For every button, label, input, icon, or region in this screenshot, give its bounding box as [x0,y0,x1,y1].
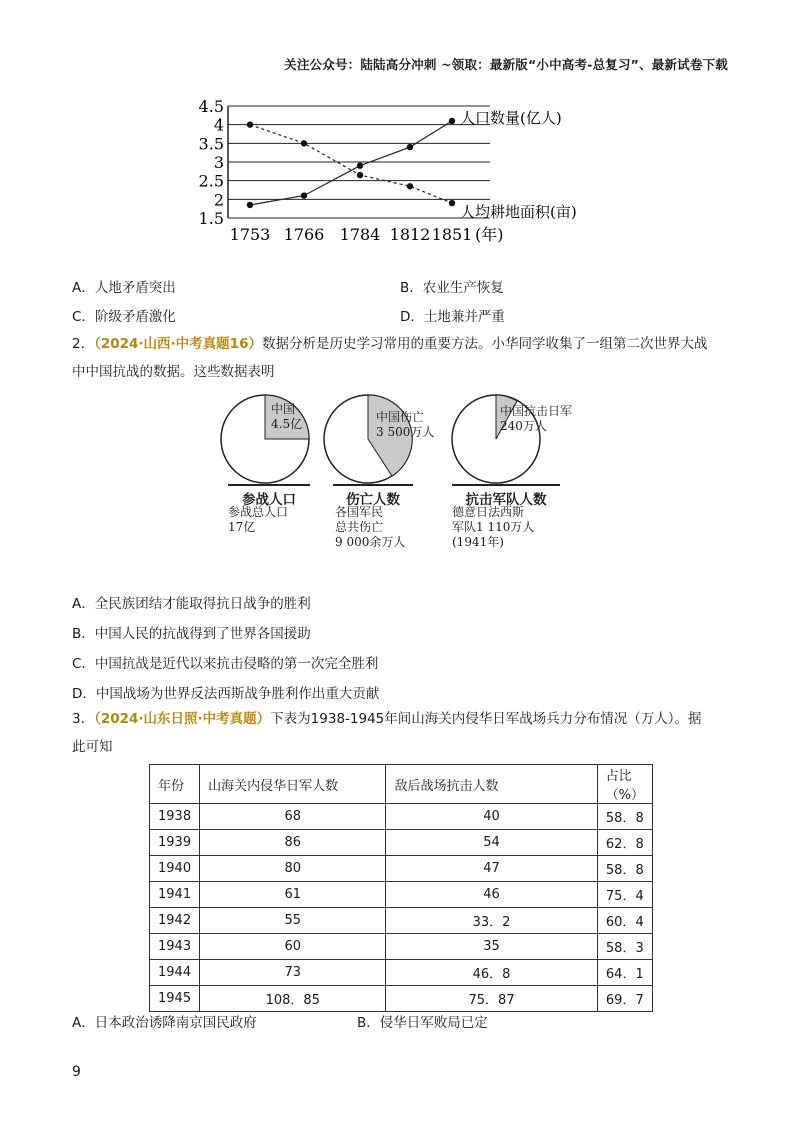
cell-japanese-troops: 68 [200,804,386,830]
cell-japanese-troops: 80 [200,856,386,882]
cell-percentage: 58．8 [597,804,652,830]
population-series-label: 人口数量(亿人) [460,108,562,127]
cell-percentage: 62．8 [597,830,652,856]
table-row [150,830,653,856]
y-tick-label: 2 [213,190,224,210]
q2-stem-line2: 中中国抗战的数据。这些数据表明 [72,364,275,380]
y-tick-label: 3.5 [198,134,224,154]
q2-option-b[interactable]: B．中国人民的抗战得到了世界各国援助 [72,626,311,642]
cell-year: 1938 [150,804,200,830]
x-tick-label: 1784 [339,225,381,244]
cell-rear-resistance: 46．8 [386,960,597,986]
pie1-inner-label: 中国 4.5亿 [271,402,303,431]
q3-stem [72,705,732,761]
data-point [247,121,253,127]
table-row [150,908,653,934]
cell-japanese-troops: 60 [200,934,386,960]
data-point [247,202,253,208]
data-point [357,163,363,169]
q3-option-a[interactable]: A．日本政治诱降南京国民政府 [72,1015,257,1031]
troop-distribution-table [149,764,653,1012]
cell-japanese-troops: 73 [200,960,386,986]
cell-rear-resistance: 35 [386,934,597,960]
q2-option-c[interactable]: C．中国抗战是近代以来抗击侵略的第一次完全胜利 [72,656,379,672]
cell-percentage: 60．4 [597,908,652,934]
table-row [150,986,653,1012]
col-header-rear-resistance: 敌后战场抗击人数 [386,765,597,804]
pie2-title: 伤亡人数 [333,484,413,508]
table-row [150,882,653,908]
data-point [449,118,455,124]
col-header-percentage: 占比（%） [597,765,652,804]
cell-year: 1942 [150,908,200,934]
q1-option-d[interactable]: D．土地兼并严重 [400,309,505,325]
cell-rear-resistance: 40 [386,804,597,830]
farmland-series-label: 人均耕地面积(亩) [460,203,577,222]
cell-japanese-troops: 61 [200,882,386,908]
cell-year: 1941 [150,882,200,908]
cell-percentage: 64．1 [597,960,652,986]
table-row [150,804,653,830]
cell-rear-resistance: 47 [386,856,597,882]
pie2-caption: 各国军民 总共伤亡 9 000余万人 [335,505,406,549]
cell-rear-resistance: 46 [386,882,597,908]
cell-percentage: 69．7 [597,986,652,1012]
population-line [250,121,452,205]
data-point [407,144,413,150]
q2-stem-line1: 数据分析是历史学习常用的重要方法。小华同学收集了一组第二次世界大战 [261,336,708,352]
q2-option-d[interactable]: D．中国战场为世界反法西斯战争胜利作出重大贡献 [72,686,380,702]
q2-option-a[interactable]: A．全民族团结才能取得抗日战争的胜利 [72,596,311,612]
x-tick-label: 1851 [431,225,473,244]
pie1-title: 参战人口 [228,484,310,508]
pie2-inner-label: 中国伤亡 3 500万人 [376,410,435,439]
data-point [301,192,307,198]
q3-option-b[interactable]: B．侵华日军败局已定 [357,1015,488,1031]
x-tick-label: 1766 [283,225,325,244]
q3-stem-line2: 此可知 [72,739,113,755]
cell-year: 1944 [150,960,200,986]
cell-percentage: 58．3 [597,934,652,960]
cell-year: 1945 [150,986,200,1012]
farmland-line [250,125,452,203]
page-header: 关注公众号：陆陆高分冲刺 ~领取：最新版“小中高考-总复习”、最新试卷下载 [284,57,728,72]
pie1-caption: 参战总人口 17亿 [228,505,289,534]
y-tick-label: 4.5 [198,97,224,116]
population-land-chart [190,88,630,248]
y-tick-label: 1.5 [198,209,224,228]
q2-number: 2． [72,336,95,352]
q3-source: （2024·山东日照·中考真题） [94,711,271,727]
cell-japanese-troops: 86 [200,830,386,856]
pie3-caption: 德意日法西斯 军队1 110万人 (1941年) [452,505,535,549]
y-tick-label: 4 [213,115,224,135]
pie3-inner-label: 中国抗击日军 240万人 [500,404,573,433]
table-header-row [150,765,653,804]
cell-year: 1939 [150,830,200,856]
q2-source: （2024·山西·中考真题16） [94,336,262,352]
x-unit-label: (年) [475,225,504,244]
cell-percentage: 75．4 [597,882,652,908]
q1-option-b[interactable]: B．农业生产恢复 [400,280,504,296]
cell-japanese-troops: 55 [200,908,386,934]
y-tick-label: 2.5 [198,171,224,191]
pie3-title: 抗击军队人数 [452,484,560,508]
data-point [301,140,307,146]
q1-option-a[interactable]: A．人地矛盾突出 [72,280,176,296]
q3-stem-line1: 下表为1938-1945年间山海关内侵华日军战场兵力分布情况（万人）。据 [270,711,702,727]
x-tick-label: 1812 [389,225,431,244]
q2-stem [72,330,732,386]
q3-number: 3． [72,711,95,727]
cell-year: 1943 [150,934,200,960]
y-tick-label: 3 [213,153,224,172]
data-point [407,183,413,189]
cell-rear-resistance: 75．87 [386,986,597,1012]
data-point [357,172,363,178]
page-number: 9 [72,1064,81,1080]
cell-year: 1940 [150,856,200,882]
cell-japanese-troops: 108．85 [200,986,386,1012]
cell-rear-resistance: 33．2 [386,908,597,934]
table-row [150,960,653,986]
col-header-japanese-troops: 山海关内侵华日军人数 [200,765,386,804]
cell-percentage: 58．8 [597,856,652,882]
table-row [150,856,653,882]
q1-option-c[interactable]: C．阶级矛盾激化 [72,309,176,325]
col-header-year: 年份 [150,765,200,804]
table-row [150,934,653,960]
x-tick-label: 1753 [229,225,271,244]
data-point [449,200,455,206]
cell-rear-resistance: 54 [386,830,597,856]
